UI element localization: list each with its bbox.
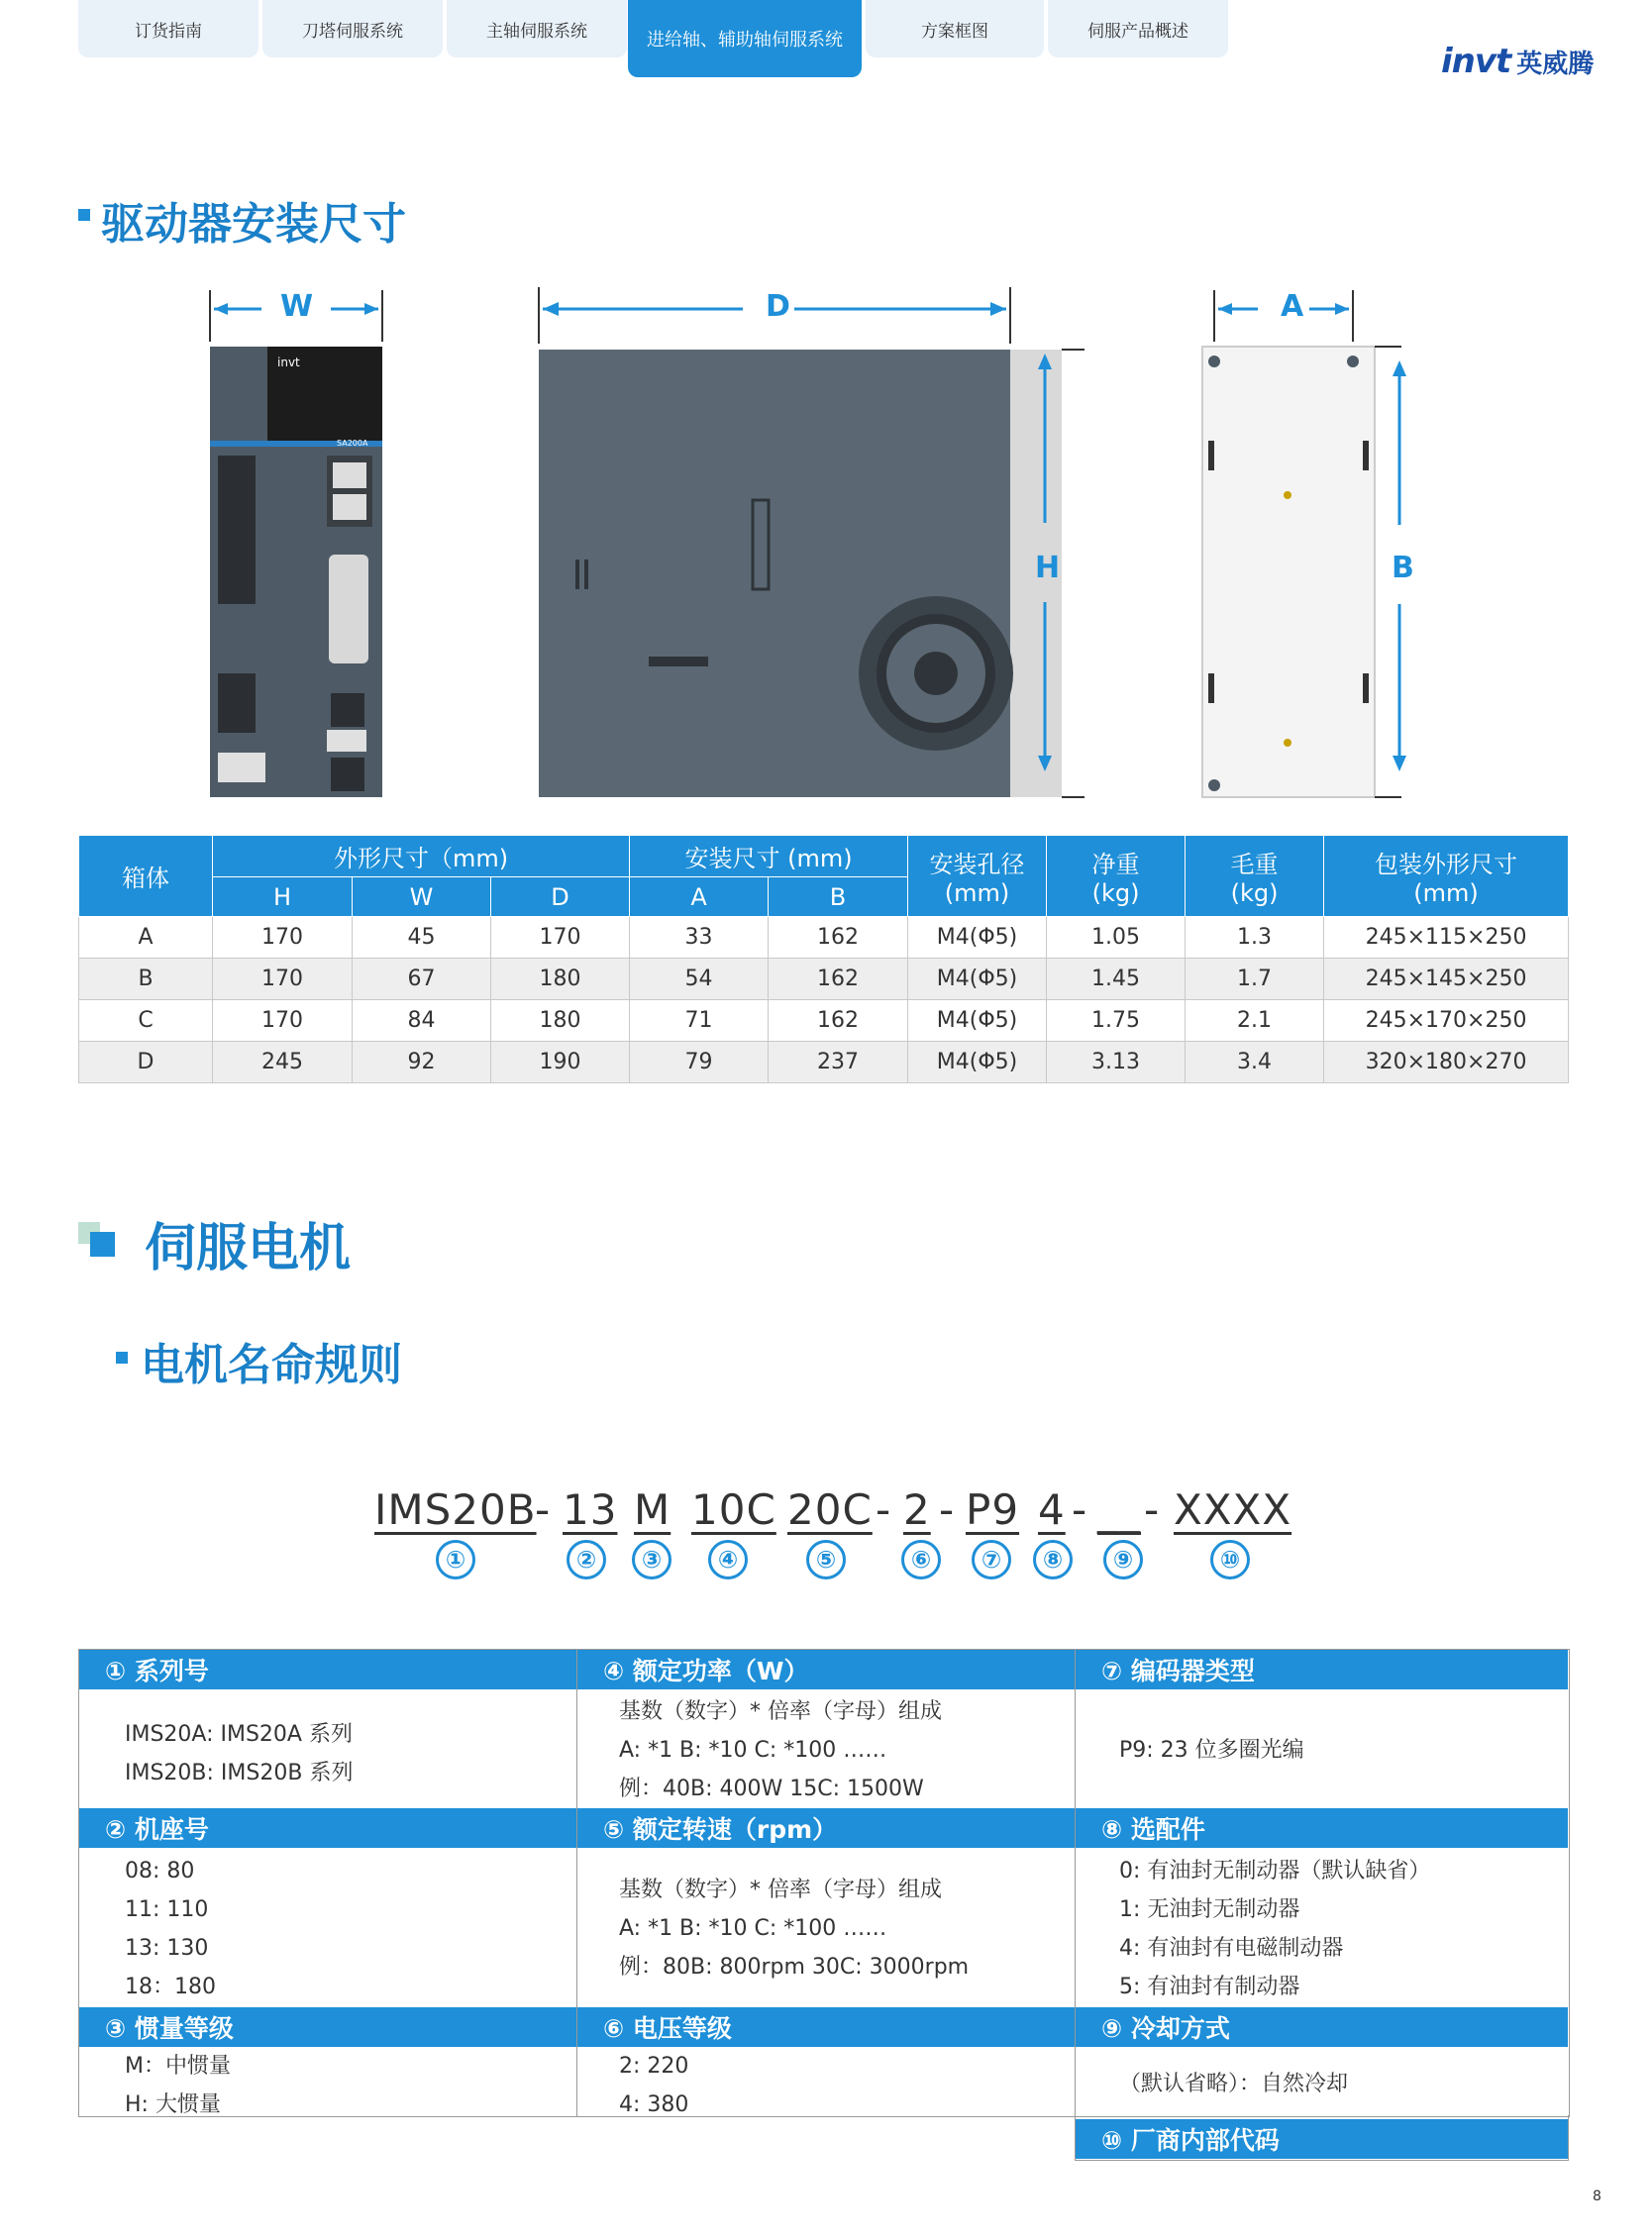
circle-2: ② (567, 1540, 606, 1579)
table-cell: D (79, 1042, 213, 1083)
code-vendor: XXXX (1174, 1485, 1292, 1534)
col-d: D (491, 877, 630, 917)
table-cell: 92 (353, 1042, 491, 1083)
table-cell: 33 (630, 917, 769, 959)
logo-brand: invt (1441, 42, 1511, 81)
table-cell: 245×170×250 (1324, 1000, 1569, 1042)
legend-header-options: ⑧ 选配件 (1076, 1808, 1568, 1848)
table-cell: 170 (213, 1000, 353, 1042)
table-cell: 45 (353, 917, 491, 959)
legend-body-cooling: （默认省略）：自然冷却 (1119, 2072, 1349, 2096)
col-net-weight: 净重 (kg) (1047, 836, 1186, 917)
table-cell: 1.7 (1186, 959, 1324, 1000)
table-cell: 162 (769, 959, 908, 1000)
circle-5: ⑤ (806, 1540, 846, 1579)
table-cell: 237 (769, 1042, 908, 1083)
code-sep: - (535, 1485, 552, 1534)
table-cell: C (79, 1000, 213, 1042)
section-title-naming-rule: 电机名命规则 (141, 1340, 402, 1390)
tab-servo-overview[interactable]: 伺服产品概述 (1048, 0, 1228, 57)
section-bullet-icon (116, 1352, 128, 1364)
table-cell: 79 (630, 1042, 769, 1083)
table-cell: 170 (213, 959, 353, 1000)
col-w: W (353, 877, 491, 917)
col-a: A (630, 877, 769, 917)
table-cell: 3.4 (1186, 1042, 1324, 1083)
circle-6: ⑥ (901, 1540, 941, 1579)
circle-1: ① (436, 1540, 475, 1579)
page-number: 8 (1593, 2189, 1601, 2204)
legend-body-power: 基数（数字）* 倍率（字母）组成 A: *1 B: *10 C: *100 …… 例：40B: 400W 15C: 1500W (619, 1699, 942, 1801)
legend-header-cooling: ⑨ 冷却方式 (1076, 2007, 1568, 2047)
code-option: 4 (1038, 1485, 1066, 1534)
circle-3: ③ (632, 1540, 671, 1579)
table-cell: 170 (491, 917, 630, 959)
legend-header-vendor-code: ⑩ 厂商内部代码 (1076, 2119, 1568, 2159)
section-title-servo-motor: 伺服电机 (145, 1219, 352, 1278)
table-cell: 190 (491, 1042, 630, 1083)
dim-label-h: H (1035, 551, 1061, 585)
circle-9: ⑨ (1103, 1540, 1143, 1579)
section-title-drive-dims: 驱动器安装尺寸 (101, 199, 406, 250)
table-cell: M4(Φ5) (908, 959, 1047, 1000)
dim-label-w: W (280, 289, 314, 324)
dim-label-a: A (1281, 289, 1304, 324)
table-cell: A (79, 917, 213, 959)
legend-body-speed: 基数（数字）* 倍率（字母）组成 A: *1 B: *10 C: *100 …… 例：80B: 800rpm 30C: 3000rpm (619, 1878, 970, 1980)
code-speed: 20C (787, 1485, 873, 1534)
tab-turret-servo[interactable]: 刀塔伺服系统 (262, 0, 443, 57)
legend-body-encoder: P9: 23 位多圈光编 (1119, 1738, 1304, 1763)
circle-10: ⑩ (1210, 1540, 1250, 1579)
drive-model-label: SA200A (337, 439, 368, 448)
legend-body-inertia: M：中惯量 H: 大惯量 (125, 2054, 231, 2117)
table-cell: 1.05 (1047, 917, 1186, 959)
code-sep: - (1144, 1485, 1161, 1534)
circle-8: ⑧ (1033, 1540, 1073, 1579)
table-cell: 71 (630, 1000, 769, 1042)
logo-cn: 英威腾 (1516, 49, 1595, 79)
table-row (79, 1000, 1569, 1042)
table-cell: 245×145×250 (1324, 959, 1569, 1000)
invt-logo (1441, 42, 1594, 81)
table-cell: 3.13 (1047, 1042, 1186, 1083)
legend-body-series: IMS20A: IMS20A 系列 IMS20B: IMS20B 系列 (125, 1722, 354, 1785)
table-cell: 245 (213, 1042, 353, 1083)
table-cell: 1.3 (1186, 917, 1324, 959)
table-row (79, 1042, 1569, 1083)
drive-front-view (198, 282, 396, 807)
col-group-mount: 安装尺寸 (mm) (630, 836, 908, 877)
table-cell: 67 (353, 959, 491, 1000)
section-bullet-icon (78, 209, 90, 221)
table-cell: 245×115×250 (1324, 917, 1569, 959)
vendor-code-cell (1075, 2115, 1569, 2161)
code-inertia: M (634, 1485, 671, 1534)
drive-dimensions-table (78, 835, 1569, 1083)
drive-brand-label: invt (277, 356, 300, 369)
code-sep: - (1072, 1485, 1088, 1534)
table-cell: 1.75 (1047, 1000, 1186, 1042)
table-cell: 54 (630, 959, 769, 1000)
legend-body-voltage: 2: 220 4: 380 (619, 2054, 689, 2117)
tab-solution-diagram[interactable]: 方案框图 (866, 0, 1044, 57)
tab-feed-axis-servo[interactable]: 进给轴、辅助轴伺服系统 (628, 0, 862, 77)
code-series: IMS20B (374, 1485, 537, 1534)
code-cooling: __ (1097, 1485, 1141, 1534)
tab-spindle-servo[interactable]: 主轴伺服系统 (447, 0, 627, 57)
code-frame: 13 (563, 1485, 618, 1534)
circle-4: ④ (708, 1540, 748, 1579)
dim-label-d: D (766, 289, 790, 324)
table-row (79, 959, 1569, 1000)
section-bullet-icon (90, 1232, 115, 1257)
col-h: H (213, 877, 353, 917)
table-cell: 162 (769, 917, 908, 959)
table-cell: 320×180×270 (1324, 1042, 1569, 1083)
table-cell: 180 (491, 959, 630, 1000)
legend-header-encoder: ⑦ 编码器类型 (1076, 1650, 1568, 1689)
circle-7: ⑦ (972, 1540, 1011, 1579)
table-cell: 1.45 (1047, 959, 1186, 1000)
table-cell: M4(Φ5) (908, 917, 1047, 959)
code-voltage: 2 (903, 1485, 931, 1534)
table-cell: B (79, 959, 213, 1000)
table-row (79, 917, 1569, 959)
legend-header-speed: ⑤ 额定转速（rpm） (577, 1808, 1075, 1848)
table-cell: 2.1 (1186, 1000, 1324, 1042)
legend-header-voltage: ⑥ 电压等级 (577, 2007, 1075, 2047)
table-cell: 180 (491, 1000, 630, 1042)
tab-ordering-guide[interactable]: 订货指南 (78, 0, 258, 57)
col-b: B (769, 877, 908, 917)
legend-header-power: ④ 额定功率（W） (577, 1650, 1075, 1689)
col-box: 箱体 (79, 836, 213, 917)
drive-side-view (535, 282, 1089, 807)
code-power: 10C (691, 1485, 776, 1534)
col-gross-weight: 毛重 (kg) (1186, 836, 1324, 917)
table-cell: 84 (353, 1000, 491, 1042)
legend-body-frame: 08: 80 11: 110 13: 130 18：180 (125, 1859, 216, 1999)
table-cell: M4(Φ5) (908, 1042, 1047, 1083)
legend-body-options: 0: 有油封无制动器（默认缺省） 1: 无油封无制动器 4: 有油封有电磁制动器 5: 有油封有制动器 (1119, 1859, 1431, 1999)
table-cell: 162 (769, 1000, 908, 1042)
col-package-size: 包装外形尺寸 (mm) (1324, 836, 1569, 917)
dim-label-b: B (1392, 551, 1414, 585)
code-sep: - (939, 1485, 956, 1534)
table-body (79, 917, 1569, 1083)
col-group-outer: 外形尺寸（mm) (213, 836, 630, 877)
legend-header-series: ① 系列号 (79, 1650, 576, 1689)
code-sep: - (876, 1485, 892, 1534)
legend-header-inertia: ③ 惯量等级 (79, 2007, 576, 2047)
legend-header-frame: ② 机座号 (79, 1808, 576, 1848)
table-cell: M4(Φ5) (908, 1000, 1047, 1042)
col-hole: 安装孔径 (mm) (908, 836, 1047, 917)
code-encoder: P9 (966, 1485, 1020, 1534)
table-cell: 170 (213, 917, 353, 959)
